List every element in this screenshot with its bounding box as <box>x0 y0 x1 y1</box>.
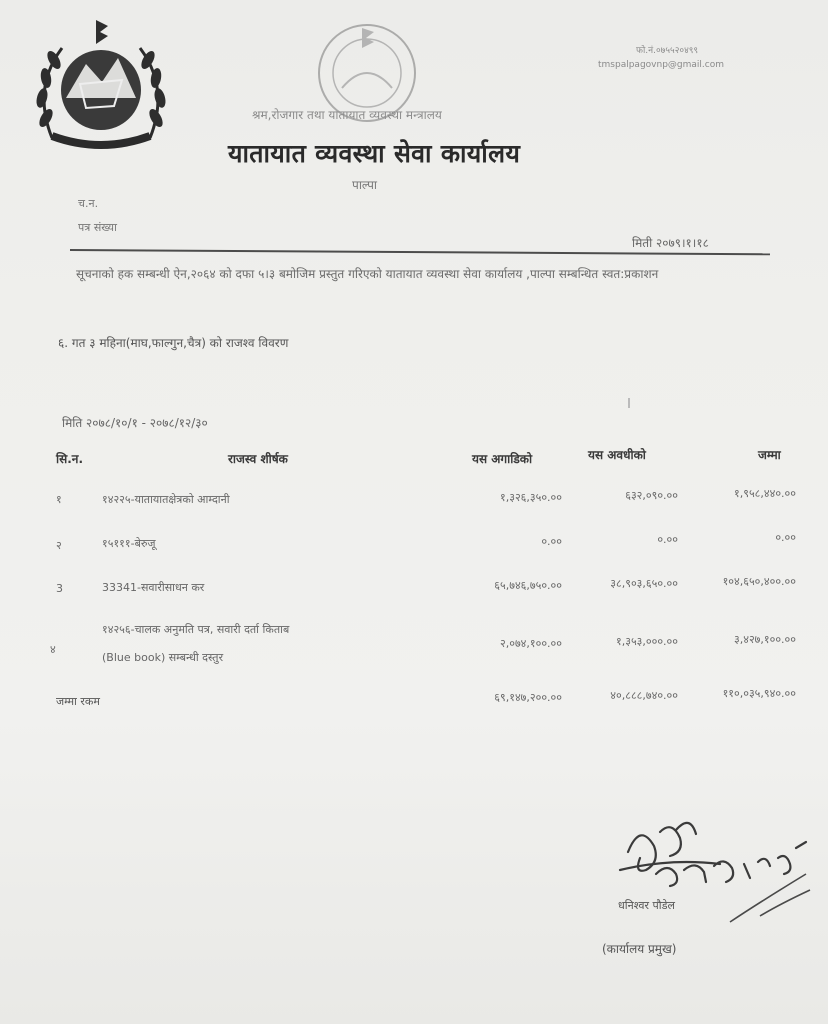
total-prev: ६९,१४७,२००.०० <box>494 691 562 704</box>
row-total: १०४,६५०,४००.०० <box>722 575 796 588</box>
total-this: ४०,८८८,७४०.०० <box>610 689 678 702</box>
row-title: १५१११-बेरुजू <box>102 537 156 550</box>
row-this: ३८,९०३,६५०.०० <box>610 577 678 590</box>
patra-sankhya-label: पत्र संख्या <box>78 221 117 234</box>
row-prev: २,०७४,१००.०० <box>500 637 562 650</box>
row-this: ६३२,०९०.०० <box>625 489 678 502</box>
row-sn: 3 <box>56 582 63 595</box>
row-title: 33341-सवारीसाधन कर <box>102 581 205 594</box>
contact-info <box>598 44 724 72</box>
notice-text: सूचनाको हक सम्बन्धी ऐन,२०६४ को दफा ५।३ बमोजिम प्रस्तुत गरिएको यातायात व्यवस्था सेवा कार्यालय ,पाल्पा सम्बन्धित स्वत:प्रकाशन <box>76 267 659 281</box>
row-prev: १,३२६,३५०.०० <box>500 491 562 504</box>
row-prev: ६५,७४६,७५०.०० <box>494 579 562 592</box>
row-title-line2: (Blue book) सम्बन्धी दस्तुर <box>102 651 224 664</box>
phone-number: फो.नं.०७५५२०४९९ <box>636 46 699 56</box>
row-total: ०.०० <box>775 531 796 544</box>
row-this: १,३५३,०००.०० <box>616 635 678 648</box>
nepal-emblem-icon <box>22 18 180 153</box>
district-name: पाल्पा <box>352 178 377 192</box>
row-total: ३,४२७,१००.०० <box>734 633 796 646</box>
ministry-name: श्रम,रोजगार तथा यातायात व्यवस्था मन्त्रालय <box>252 108 442 122</box>
header-title: राजस्व शीर्षक <box>228 452 288 466</box>
letter-date: मिती २०७९।१।१८ <box>632 236 709 250</box>
office-title: यातायात व्यवस्था सेवा कार्यालय <box>228 139 521 168</box>
total-total: ११०,०३५,९४०.०० <box>722 687 796 700</box>
signatory-name: धनिश्वर पौडेल <box>618 899 675 912</box>
row-this: ०.०० <box>657 533 678 546</box>
header-total: जम्मा <box>758 448 781 462</box>
pen-mark <box>628 398 630 408</box>
handwritten-signature <box>610 812 820 932</box>
section-heading: ६. गत ३ महिना(माघ,फाल्गुन,चैत्र) को राजश्व विवरण <box>58 336 289 350</box>
row-total: १,९५८,४४०.०० <box>734 487 796 500</box>
row-prev: ०.०० <box>541 535 562 548</box>
row-sn: २ <box>56 539 62 552</box>
signatory-title: (कार्यालय प्रमुख) <box>602 942 677 956</box>
header-sn: सि.न. <box>56 452 83 466</box>
total-label: जम्मा रकम <box>56 695 100 708</box>
email-address: tmspalpagovnp@gmail.com <box>598 60 724 70</box>
row-sn: ४ <box>50 643 56 656</box>
header-prev: यस अगाडिको <box>472 452 533 466</box>
period-range: मिति २०७८/१०/१ - २०७८/१२/३० <box>62 416 208 430</box>
row-sn: १ <box>56 493 62 506</box>
header-this: यस अवधीको <box>588 448 646 462</box>
row-title: १४२५६-चालक अनुमति पत्र, सवारी दर्ता किताब <box>102 623 290 636</box>
cha-na-label: च.न. <box>78 197 99 210</box>
row-title: १४२२५-यातायातक्षेत्रको आम्दानी <box>102 493 230 506</box>
